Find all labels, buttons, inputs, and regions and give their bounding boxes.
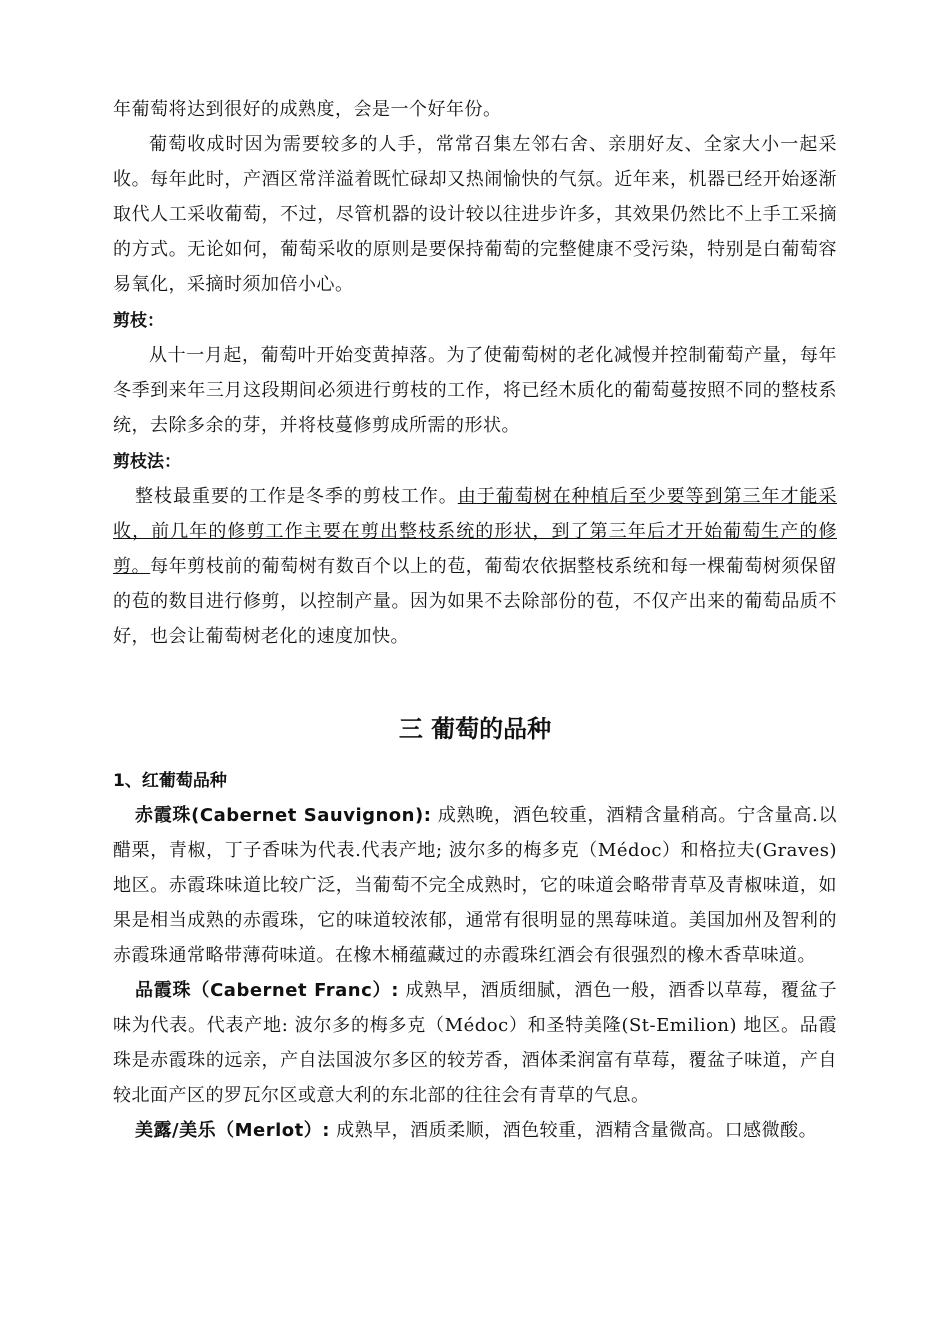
document-page	[113, 92, 837, 1148]
variety-name: 品霞珠（Cabernet Franc）:	[135, 980, 399, 1001]
paragraph-harvest-end: 年葡萄将达到很好的成熟度，会是一个好年份。	[113, 99, 502, 120]
variety-cabernet-franc	[113, 973, 837, 1113]
variety-merlot	[113, 1113, 837, 1148]
variety-cabernet-sauvignon	[113, 798, 837, 973]
paragraph-pruning: 从十一月起，葡萄叶开始变黄掉落。为了使葡萄树的老化减慢并控制葡萄产量，每年冬季到来年三月这段期间必须进行剪枝的工作，将已经木质化的葡萄蔓按照不同的整枝系统，去除多余的芽，并将枝蔓修剪成所需的形状。	[113, 345, 837, 436]
variety-description: 成熟早，酒质柔顺，酒色较重，酒精含量微高。口感微酸。	[329, 1120, 818, 1141]
heading-pruning-method: 剪枝法：	[113, 452, 181, 472]
variety-description: 成熟早，酒质细腻，酒色一般，酒香以草莓，覆盆子味为代表。代表产地: 波尔多的梅多克（Médoc）和圣特美隆(St-Emilion) 地区。品霞珠是赤霞珠的远亲，产自法国波尔多区的较芳香，酒体柔润富有草莓，覆盆子味道，产自较北面产区的罗瓦尔区或意大利的东北部的往往会有青草的气息。	[113, 980, 837, 1106]
subheading-red-varieties: 1、红葡萄品种	[113, 771, 227, 791]
heading-pruning: 剪枝：	[113, 311, 164, 331]
variety-description: 成熟晚，酒色较重，酒精含量稍高。宁含量高.以醋栗，青椒，丁子香味为代表.代表产地; 波尔多的梅多克（Médoc）和格拉夫(Graves) 地区。赤霞珠味道比较广泛，当葡萄不完全成熟时，它的味道会略带青草及青椒味道，如果是相当成熟的赤霞珠，它的味道较浓郁，通常有很明显的黑莓味道。美国加州及智利的赤霞珠通常略带薄荷味道。在橡木桶蕴藏过的赤霞珠红酒会有很强烈的橡木香草味道。	[113, 805, 837, 966]
variety-name: 赤霞珠(Cabernet Sauvignon):	[135, 805, 432, 826]
section-title: 三 葡萄的品种	[398, 715, 552, 743]
underlined-text: 由于葡萄树在种植后至少要等到第三年才能采收，前几年的修剪工作主要在剪出整枝系统的形状，到了第三年后才开始葡萄生产的修剪。	[113, 486, 837, 577]
paragraph-pruning-method	[113, 479, 837, 654]
pruning-method-lead: 整枝最重要的工作是冬季的剪枝工作。	[135, 486, 458, 507]
variety-name: 美露/美乐（Merlot）:	[135, 1120, 330, 1141]
paragraph-harvest: 葡萄收成时因为需要较多的人手，常常召集左邻右舍、亲朋好友、全家大小一起采收。每年此时，产酒区常洋溢着既忙碌却又热闹愉快的气氛。近年来，机器已经开始逐渐取代人工采收葡萄，不过，尽管机器的设计较以往进步许多，其效果仍然比不上手工采摘的方式。无论如何，葡萄采收的原则是要保持葡萄的完整健康不受污染，特别是白葡萄容易氧化，采摘时须加倍小心。	[113, 134, 837, 295]
pruning-method-rest: 每年剪枝前的葡萄树有数百个以上的苞，葡萄农依据整枝系统和每一棵葡萄树须保留的苞的数目进行修剪，以控制产量。因为如果不去除部份的苞，不仅产出来的葡萄品质不好，也会让葡萄树老化的速度加快。	[113, 556, 838, 647]
